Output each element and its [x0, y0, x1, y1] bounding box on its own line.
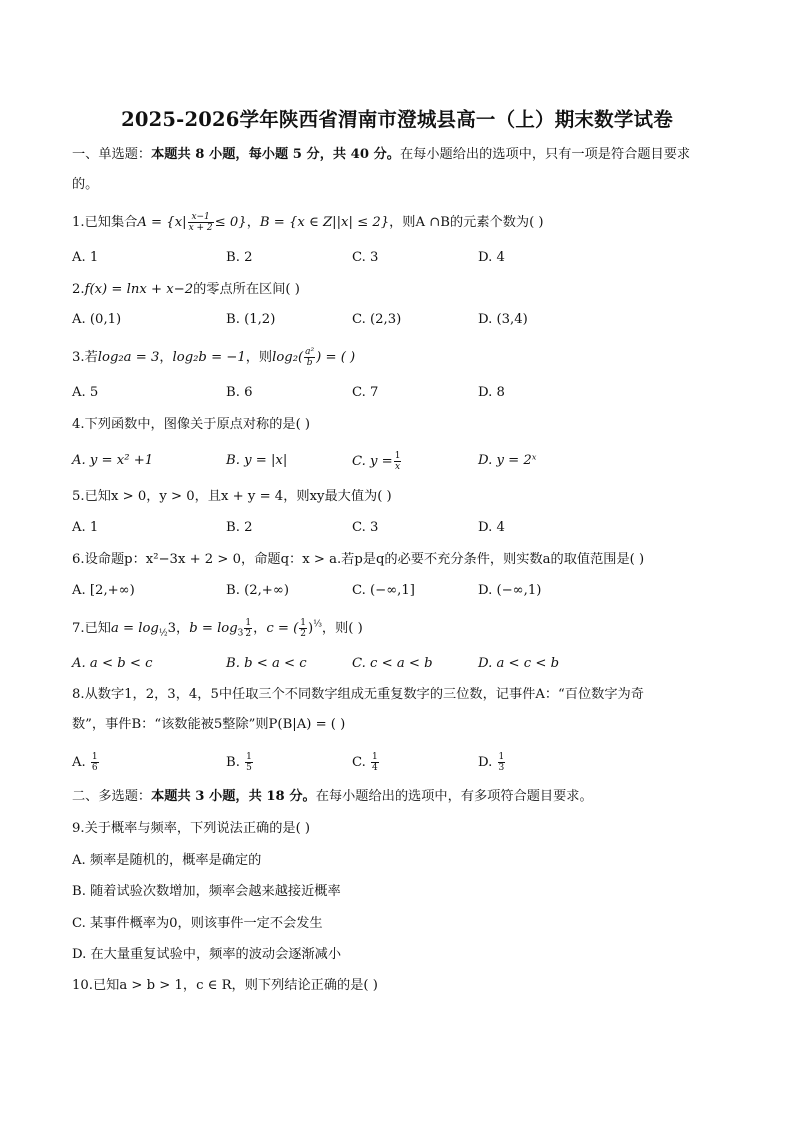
q3-label: 3.若 — [72, 350, 98, 365]
q7-expr-c-num: 1 — [300, 618, 307, 628]
q4-option-c-fraction — [394, 451, 402, 472]
q4-option-d: D. y = 2ˣ — [478, 453, 537, 468]
q7-sep2: ， — [253, 621, 267, 636]
q8-option-a-prefix: A. — [72, 755, 86, 770]
q1-set-a-suffix: ≤ 0} — [214, 215, 247, 230]
q3-fraction — [304, 347, 315, 368]
question-8-line1: 8.从数字1，2，3，4，5中任取三个不同数字组成无重复数字的三位数，记事件A：“百位数字为奇 — [72, 687, 644, 702]
q4-option-c-prefix: C. y = — [352, 454, 393, 469]
q1-option-a: A. 1 — [72, 250, 99, 265]
q3-option-a: A. 5 — [72, 385, 99, 400]
q4-option-c-num: 1 — [394, 451, 401, 461]
q6-option-a: A. [2,+∞) — [72, 583, 135, 598]
q6-option-b: B. (2,+∞) — [226, 583, 289, 598]
question-6: 6.设命题p：x²−3x + 2 > 0，命题q：x > a.若p是q的必要不充分条件，则实数a的取值范围是( ) — [72, 552, 645, 567]
q8-option-d — [478, 752, 506, 773]
q7-expr-c-fraction — [299, 618, 307, 639]
question-3 — [72, 347, 355, 368]
q8-option-b-den: 5 — [246, 763, 252, 773]
q8-option-c-num: 1 — [372, 752, 378, 762]
question-5: 5.已知x > 0，y > 0，且x + y = 4，则xy最大值为( ) — [72, 489, 392, 504]
section2-text: 在每小题给出的选项中，有多项符合题目要求。 — [315, 789, 593, 804]
q2-option-d: D. (3,4) — [478, 312, 528, 327]
q3-option-d: D. 8 — [478, 385, 505, 400]
question-2 — [72, 280, 300, 300]
q3-expr3-prefix: log₂( — [272, 350, 304, 365]
exam-title: 2025-2026学年陕西省渭南市澄城县高一（上）期末数学试卷 — [121, 108, 673, 131]
q9-option-a: A. 频率是随机的，概率是确定的 — [72, 853, 262, 868]
q8-option-a — [72, 752, 100, 773]
q4-option-b: B. y = |x| — [226, 453, 288, 468]
section2-header — [72, 787, 593, 807]
section1-header — [72, 145, 690, 165]
q1-label: 1.已知集合 — [72, 215, 138, 230]
q1-tail: ，则A ∩B的元素个数为( ) — [389, 215, 544, 230]
q7-expr-c: c = ( — [266, 621, 299, 636]
q1-frac-num: x−1 — [188, 212, 214, 223]
q8-option-c-fraction — [371, 752, 379, 773]
q2-label: 2. — [72, 282, 85, 297]
section2-bold: 本题共 3 小题，共 18 分。 — [151, 789, 316, 804]
q3-mid: ，则 — [245, 350, 273, 365]
q7-label: 7.已知 — [72, 621, 111, 636]
q6-option-c: C. (−∞,1] — [352, 583, 415, 598]
q7-expr-a-base: ½ — [158, 628, 168, 639]
q3-frac-den: b — [306, 358, 313, 368]
q8-option-d-num: 1 — [498, 752, 505, 762]
q7-option-c: C. c < a < b — [352, 656, 433, 671]
q8-option-b — [226, 752, 254, 773]
section2-prefix: 二、多选题： — [72, 789, 152, 804]
q7-expr-b-fraction — [244, 618, 252, 639]
q3-sep: ， — [159, 350, 173, 365]
q1-option-d: D. 4 — [478, 250, 505, 265]
q7-expr-b-num: 1 — [245, 618, 252, 628]
q1-fraction — [188, 212, 214, 233]
q8-option-b-fraction — [245, 752, 253, 773]
q7-option-b: B. b < a < c — [226, 656, 307, 671]
question-8-line2: 数”，事件B：“该数能被5整除”则P(B|A) = ( ) — [72, 717, 346, 732]
q7-option-d: D. a < c < b — [478, 656, 560, 671]
section1-header-cont: 的。 — [72, 177, 99, 192]
q7-expr-c-exp: ⅓ — [313, 619, 322, 630]
q5-option-b: B. 2 — [226, 520, 253, 535]
q3-frac-num: a² — [305, 347, 315, 357]
q5-option-d: D. 4 — [478, 520, 505, 535]
q7-tail: ，则( ) — [321, 621, 363, 636]
section1-bold: 本题共 8 小题，每小题 5 分，共 40 分。 — [151, 147, 400, 162]
q7-expr-c-close: ) — [308, 621, 314, 636]
q8-option-a-num: 1 — [91, 752, 98, 762]
q7-expr-c-den: 2 — [300, 629, 307, 639]
question-7 — [72, 618, 363, 639]
q8-option-d-prefix: D. — [478, 755, 493, 770]
q9-option-b: B. 随着试验次数增加，频率会越来越接近概率 — [72, 884, 341, 899]
q2-expr: f(x) = lnx + x−2 — [84, 282, 194, 297]
q2-tail: 的零点所在区间( ) — [193, 282, 300, 297]
q4-option-c — [352, 451, 402, 472]
q8-option-b-num: 1 — [246, 752, 252, 762]
q6-option-d: D. (−∞,1) — [478, 583, 542, 598]
q3-expr2: log₂b = −1 — [172, 350, 246, 365]
q1-frac-den: x + 2 — [188, 223, 213, 233]
q8-option-d-fraction — [498, 752, 506, 773]
q3-option-c: C. 7 — [352, 385, 379, 400]
q2-option-a: A. (0,1) — [72, 312, 122, 327]
q5-option-c: C. 3 — [352, 520, 379, 535]
q1-option-c: C. 3 — [352, 250, 379, 265]
q4-option-c-den: x — [395, 462, 401, 472]
q3-option-b: B. 6 — [226, 385, 253, 400]
question-9: 9.关于概率与频率，下列说法正确的是( ) — [72, 821, 311, 836]
q7-expr-a: a = log — [110, 621, 159, 636]
q1-mid: ， — [246, 215, 260, 230]
q8-option-c-prefix: C. — [352, 755, 366, 770]
question-10: 10.已知a > b > 1，c ∈ R，则下列结论正确的是( ) — [72, 978, 378, 993]
section1-prefix: 一、单选题： — [72, 147, 152, 162]
q4-option-a: A. y = x² +1 — [72, 453, 154, 468]
section1-text: 在每小题给出的选项中，只有一项是符合题目要求 — [400, 147, 691, 162]
q8-option-a-den: 6 — [91, 763, 98, 773]
q7-expr-b: b = log — [189, 621, 238, 636]
q8-option-c-den: 4 — [372, 763, 378, 773]
q1-option-b: B. 2 — [226, 250, 253, 265]
question-4: 4.下列函数中，图像关于原点对称的是( ) — [72, 417, 311, 432]
q5-option-a: A. 1 — [72, 520, 99, 535]
q7-sep1: ， — [176, 621, 190, 636]
q3-expr1: log₂a = 3 — [97, 350, 160, 365]
q8-option-a-fraction — [91, 752, 99, 773]
q9-option-c: C. 某事件概率为0，则该事件一定不会发生 — [72, 916, 323, 931]
q8-option-d-den: 3 — [498, 763, 505, 773]
q7-expr-a-arg: 3 — [167, 621, 176, 636]
q7-expr-b-den: 2 — [245, 629, 252, 639]
q8-option-c — [352, 752, 380, 773]
q1-set-b: B = {x ∈ Z||x| ≤ 2} — [259, 215, 390, 230]
q7-option-a: A. a < b < c — [72, 656, 153, 671]
q3-expr3-suffix: ) = ( ) — [316, 350, 356, 365]
q2-option-c: C. (2,3) — [352, 312, 402, 327]
q2-option-b: B. (1,2) — [226, 312, 276, 327]
q7-expr-b-base: 3 — [237, 628, 244, 639]
q9-option-d: D. 在大量重复试验中，频率的波动会逐渐减小 — [72, 947, 342, 962]
question-1 — [72, 212, 544, 233]
q8-option-b-prefix: B. — [226, 755, 240, 770]
q1-set-a: A = {x| — [137, 215, 187, 230]
